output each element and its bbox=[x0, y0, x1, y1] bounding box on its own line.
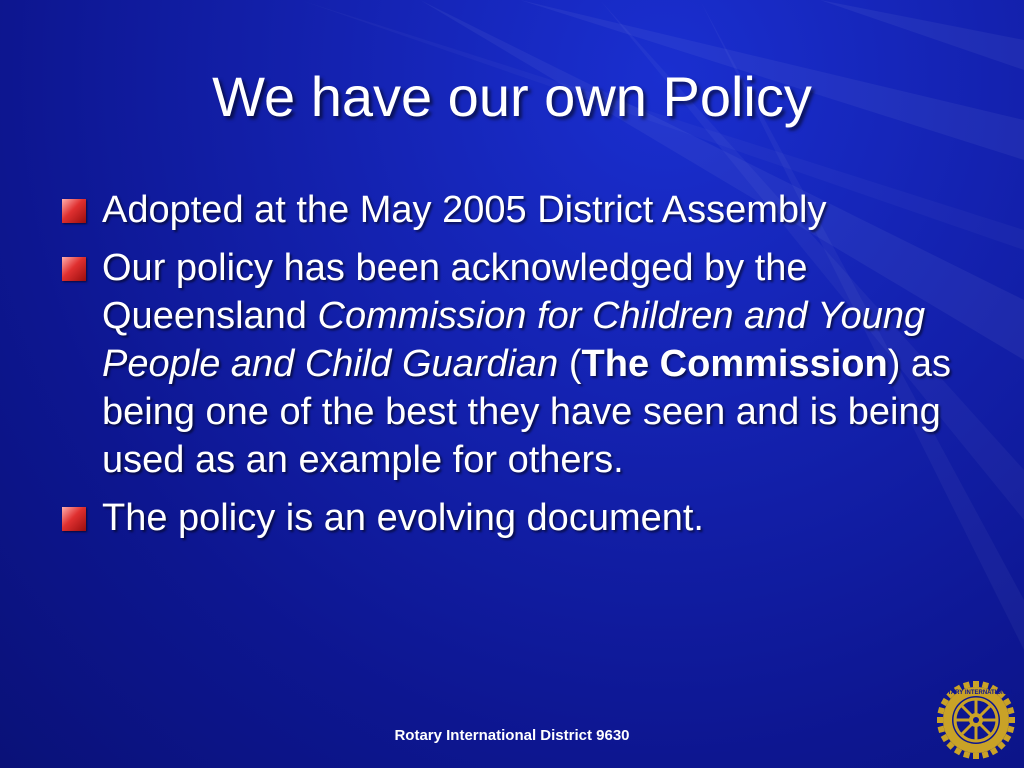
bullet-text-run: The policy is an evolving document. bbox=[102, 497, 704, 539]
bullet-text-run: ) as being one of the best they have seen and is being used as an example for others. bbox=[102, 343, 952, 481]
bullet-item bbox=[62, 186, 962, 234]
bullet-square-icon bbox=[62, 507, 86, 531]
bullet-text-run: Commission for Children and Young People and Child Guardian bbox=[102, 295, 926, 385]
bullet-square-icon bbox=[62, 199, 86, 223]
bullet-text bbox=[102, 189, 826, 231]
rotary-wheel-icon bbox=[934, 678, 1018, 762]
bullet-text-run: ( bbox=[558, 343, 582, 385]
bullet-text-run: Adopted at the May 2005 District Assembly bbox=[102, 189, 827, 231]
bullet-text-run: The Commission bbox=[581, 343, 888, 385]
bullet-list bbox=[62, 186, 962, 552]
logo-ring-text: ROTARY INTERNATIONAL bbox=[938, 690, 1014, 696]
footer-text: Rotary International District 9630 bbox=[394, 727, 630, 744]
slide-title: We have our own Policy bbox=[212, 65, 812, 128]
bullet-text bbox=[102, 497, 704, 539]
bullet-text-run: Our policy has been acknowledged by the Queensland bbox=[102, 247, 808, 337]
bullet-text bbox=[102, 247, 951, 481]
bullet-item bbox=[62, 244, 962, 484]
bullet-item bbox=[62, 494, 962, 542]
bullet-square-icon bbox=[62, 257, 86, 281]
